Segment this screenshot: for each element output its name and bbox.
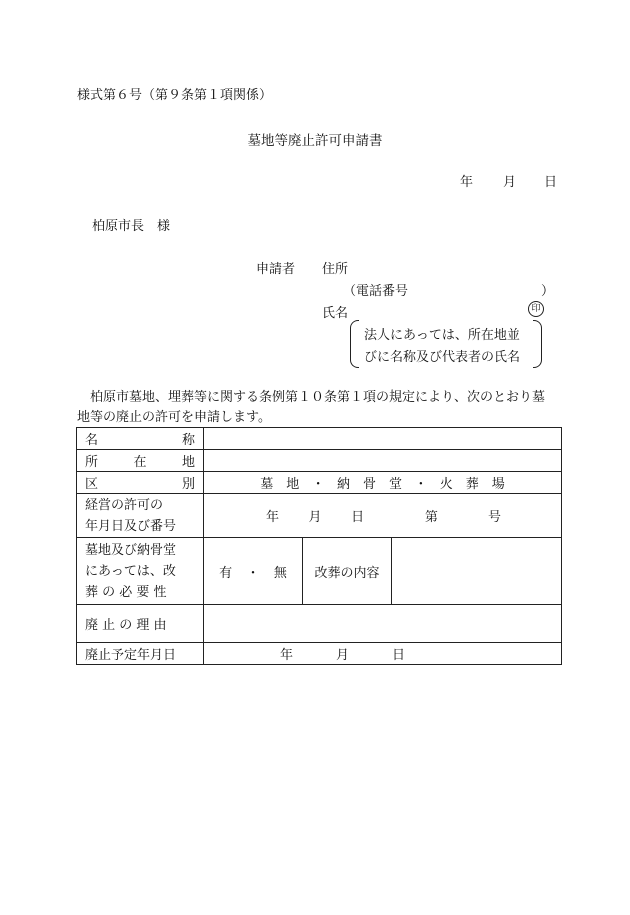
kind-ossuary[interactable]: 納 骨 堂 (336, 477, 402, 492)
addressee: 柏原市長 様 (92, 219, 171, 234)
tel-close-paren: ） (541, 284, 555, 299)
reburial-content-label: 改葬の内容 (303, 538, 392, 604)
field-kind[interactable] (204, 472, 562, 494)
date-month: 月 (503, 175, 517, 190)
name-label: 氏名 (322, 306, 349, 321)
permit-month: 月 (308, 510, 322, 525)
application-statement: 柏原市墓地、埋葬等に関する条例第１０条第１項の規定により、次のとおり墓地等の廃止の許可を申請します。 (77, 390, 546, 425)
row-reburial (77, 538, 562, 605)
label-reason: 廃 止 の 理 由 (77, 605, 204, 643)
field-name[interactable] (204, 428, 562, 450)
kind-separator-2: ・ (414, 477, 428, 492)
planned-day: 日 (392, 648, 406, 663)
label-kind-1: 区 (85, 477, 99, 492)
kind-cemetery[interactable]: 墓 地 (260, 477, 300, 492)
row-kind (77, 472, 562, 494)
field-location[interactable] (204, 450, 562, 472)
form-number: 様式第６号（第９条第１項関係） (77, 88, 273, 103)
reburial-content-field[interactable] (392, 538, 562, 604)
kind-crematorium[interactable]: 火 葬 場 (439, 477, 505, 492)
row-permit (77, 494, 562, 538)
label-reburial-1: 墓地及び納骨堂 (85, 542, 177, 558)
label-kind-2: 別 (181, 477, 195, 492)
label-permit-1: 経営の許可の (85, 497, 164, 513)
label-location-2: 在 (133, 455, 147, 470)
field-reburial (204, 538, 562, 605)
kind-separator-1: ・ (311, 477, 325, 492)
permit-number-suffix: 号 (487, 510, 501, 525)
right-bracket (533, 320, 542, 368)
address-label: 住所 (322, 262, 349, 277)
left-bracket (350, 320, 359, 368)
corporation-note-line-2: びに名称及び代表者の氏名 (364, 350, 521, 365)
planned-month: 月 (336, 648, 350, 663)
label-location-1: 所 (85, 455, 99, 470)
field-planned-date[interactable] (204, 643, 562, 665)
date-day: 日 (544, 175, 558, 190)
label-reburial (77, 538, 204, 605)
date-year: 年 (460, 175, 474, 190)
seal-mark: 印 (528, 301, 544, 317)
application-date (460, 171, 557, 190)
corporation-note (350, 320, 542, 368)
label-name-2: 称 (181, 433, 195, 448)
reburial-yes[interactable]: 有 (219, 565, 233, 581)
applicant-label: 申請者 (256, 262, 296, 277)
reburial-necessity[interactable] (204, 538, 303, 604)
corporation-note-line-1: 法人にあっては、所在地並 (364, 328, 520, 343)
label-planned-date: 廃止予定年月日 (77, 643, 204, 665)
label-name-1: 名 (85, 433, 99, 448)
permit-number-prefix: 第 (424, 510, 438, 525)
label-reburial-2: にあっては、改 (85, 563, 176, 579)
reburial-subtable (204, 538, 561, 604)
row-location (77, 450, 562, 472)
label-name (77, 428, 204, 450)
reburial-no[interactable]: 無 (273, 565, 287, 581)
document-title: 墓地等廃止許可申請書 (247, 133, 383, 149)
reburial-dot: ・ (246, 565, 260, 581)
label-location-3: 地 (181, 455, 195, 470)
label-reburial-3: 葬 の 必 要 性 (85, 584, 167, 600)
label-location (77, 450, 204, 472)
row-reason (77, 605, 562, 643)
field-permit[interactable] (204, 494, 562, 538)
application-table (76, 427, 562, 665)
row-planned-date (77, 643, 562, 665)
permit-day: 日 (351, 510, 365, 525)
label-permit (77, 494, 204, 538)
planned-year: 年 (280, 648, 294, 663)
label-permit-2: 年月日及び番号 (85, 518, 177, 534)
tel-label: （電話番号 (343, 284, 409, 299)
permit-year: 年 (266, 510, 280, 525)
label-kind (77, 472, 204, 494)
row-name (77, 428, 562, 450)
field-reason[interactable] (204, 605, 562, 643)
